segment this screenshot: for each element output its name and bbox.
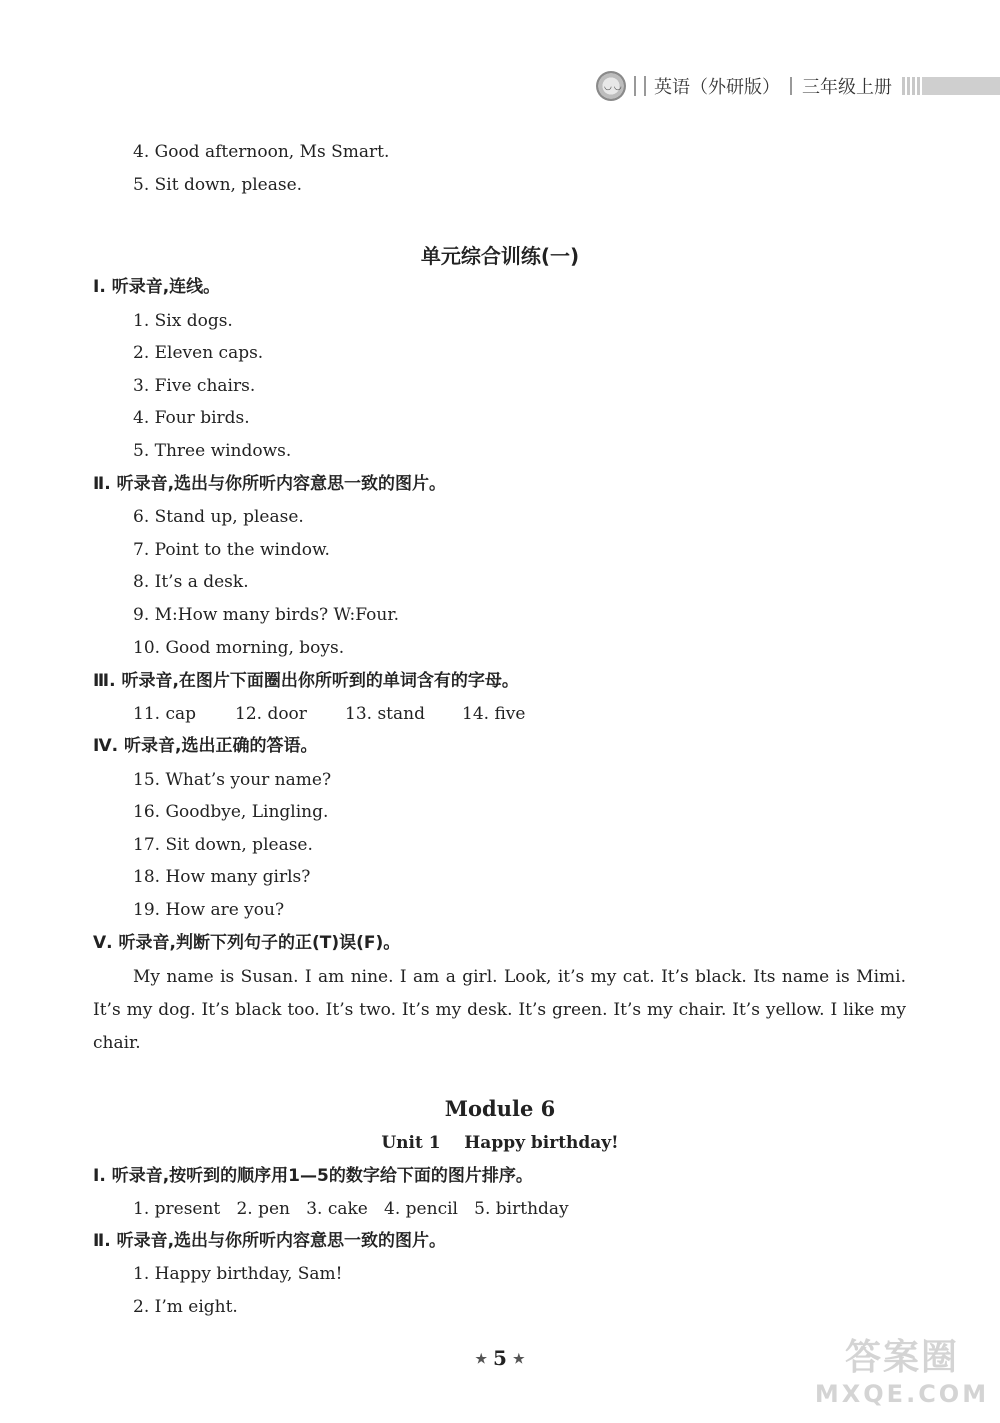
list-item: 1. Six dogs. (133, 311, 233, 331)
list-item: 1. present 2. pen 3. cake 4. pencil 5. birthday (133, 1199, 569, 1219)
star-icon: ★ (512, 1352, 525, 1367)
list-item: 19. How are you? (133, 900, 285, 920)
star-icon: ★ (475, 1352, 488, 1367)
exercise-heading: Ⅳ. 听录音,选出正确的答语。 (93, 736, 318, 756)
watermark-text-bottom: MXQE.COM (814, 1380, 990, 1408)
list-item: 2. I’m eight. (133, 1297, 238, 1317)
list-item: 8. It’s a desk. (133, 572, 249, 592)
list-item: 2. Eleven caps. (133, 343, 264, 363)
list-item: 7. Point to the window. (133, 540, 330, 560)
exercise-heading: Ⅱ. 听录音,选出与你所听内容意思一致的图片。 (93, 1231, 447, 1251)
exercise-heading: Ⅴ. 听录音,判断下列句子的正(T)误(F)。 (93, 933, 401, 953)
list-item: 14. five (462, 704, 526, 724)
list-item: 16. Goodbye, Lingling. (133, 802, 329, 822)
watermark-logo (812, 1336, 992, 1416)
list-item: 11. cap (133, 704, 196, 724)
list-item: 15. What’s your name? (133, 770, 332, 790)
exercise-heading: Ⅱ. 听录音,选出与你所听内容意思一致的图片。 (93, 474, 447, 494)
page-number-value: 5 (493, 1346, 507, 1370)
list-item: 3. Five chairs. (133, 376, 256, 396)
passage-paragraph: My name is Susan. I am nine. I am a girl. Look, it’s my cat. It’s black. Its name is Mimi. It’s my dog. It’s black too. It’s two. It’s my desk. It’s green. It’s my chair. It’s yellow. I like my chair. (93, 967, 906, 1053)
list-item: 1. Happy birthday, Sam! (133, 1264, 343, 1284)
list-item: 13. stand (345, 704, 425, 724)
page-header (596, 66, 1000, 106)
book-grade: 三年级上册 (802, 77, 892, 98)
exercise-heading: Ⅲ. 听录音,在图片下面圈出你所听到的单词含有的字母。 (93, 671, 519, 691)
list-item: 12. door (235, 704, 307, 724)
list-item: 5. Three windows. (133, 441, 292, 461)
list-item: 10. Good morning, boys. (133, 638, 345, 658)
section-title: 单元综合训练(一) (420, 244, 580, 268)
exercise-heading: Ⅰ. 听录音,连线。 (93, 277, 221, 297)
list-item: 4. Good afternoon, Ms Smart. (133, 142, 390, 162)
list-item: 18. How many girls? (133, 867, 311, 887)
book-title: 英语（外研版） (654, 77, 780, 98)
header-divider (634, 76, 646, 96)
watermark-text-top: 答案圈 (844, 1337, 959, 1378)
header-separator (790, 77, 792, 95)
list-item: 5. Sit down, please. (133, 175, 303, 195)
header-decor-bar (902, 77, 1000, 95)
list-item: 17. Sit down, please. (133, 835, 313, 855)
exercise-heading: Ⅰ. 听录音,按听到的顺序用1—5的数字给下面的图片排序。 (93, 1166, 533, 1186)
list-item: 4. Four birds. (133, 408, 250, 428)
list-item: 9. M:How many birds? W:Four. (133, 605, 399, 625)
module-title: Module 6 (444, 1096, 556, 1121)
sun-logo-icon: ◡◡ (596, 71, 626, 101)
list-item: 6. Stand up, please. (133, 507, 304, 527)
unit-title: Unit 1 Happy birthday! (381, 1133, 619, 1153)
